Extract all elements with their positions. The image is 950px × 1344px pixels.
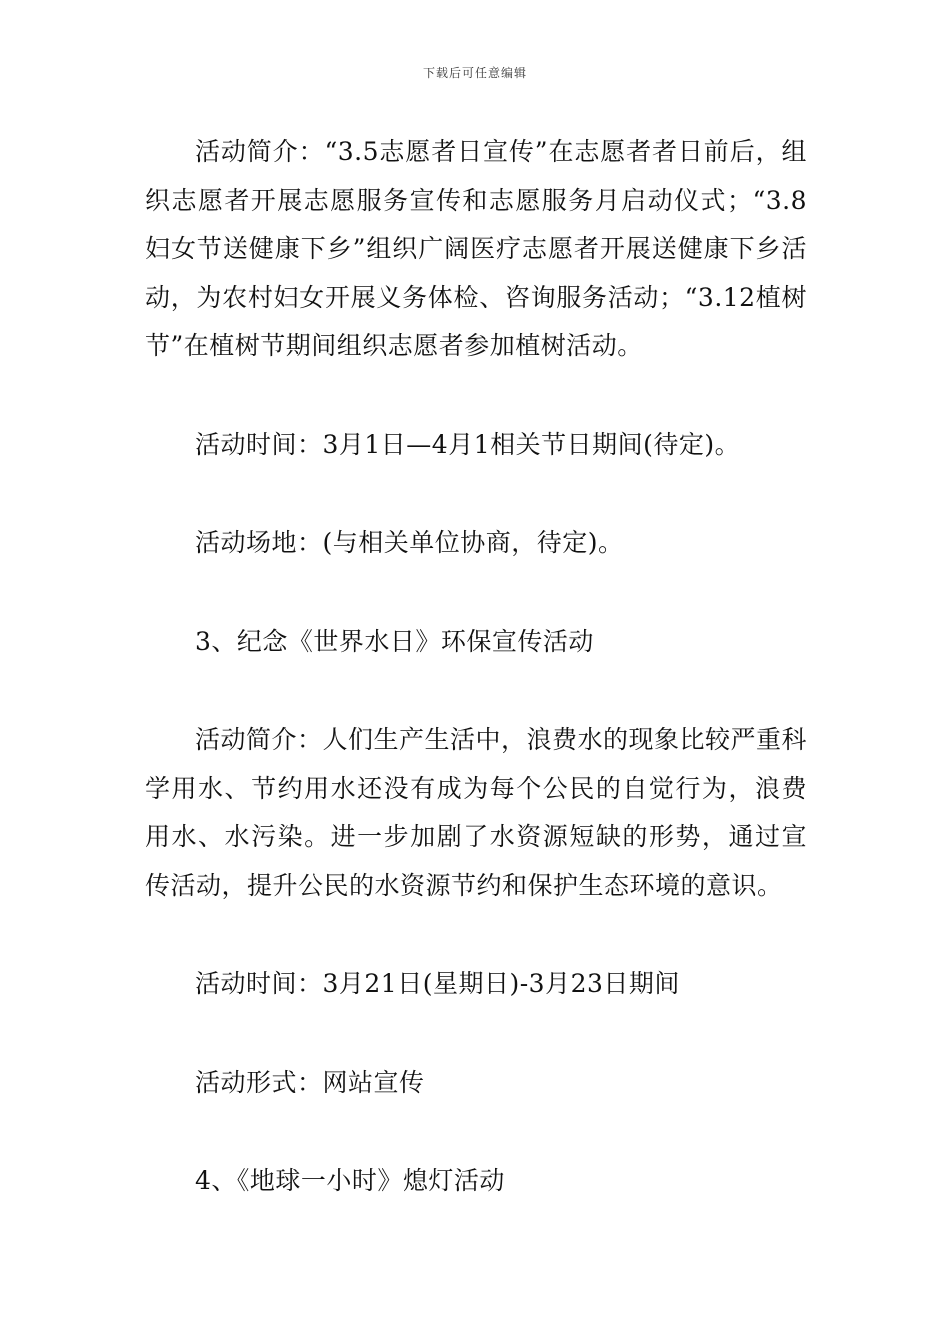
paragraph-activity-venue: 活动场地：(与相关单位协商，待定)。 [195, 528, 624, 557]
paragraph-volunteer-intro: 活动简介：“3.5志愿者日宣传”在志愿者者日前后，组织志愿者开展志愿服务宣传和志愿服务月启动仪式；“3.8妇女节送健康下乡”组织广阔医疗志愿者开展送健康下乡活动，为农村妇女开展义务体检、咨询服务活动；“3.12植树节”在植树节期间组织志愿者参加植树活动。 [145, 137, 807, 360]
paragraph-water-intro: 活动简介：人们生产生活中，浪费水的现象比较严重科学用水、节约用水还没有成为每个公民的自觉行为，浪费用水、水污染。进一步加剧了水资源短缺的形势，通过宣传活动，提升公民的水资源节约和保护生态环境的意识。 [145, 725, 808, 900]
section-heading-earth-hour: 4、《地球一小时》熄灯活动 [195, 1166, 505, 1195]
section-heading-world-water-day: 3、纪念《世界水日》环保宣传活动 [195, 626, 594, 656]
paragraph-water-format: 活动形式：网站宣传 [195, 1067, 425, 1097]
document-body [145, 128, 807, 1206]
paragraph-water-time: 活动时间：3月21日(星期日)-3月23日期间 [195, 969, 680, 998]
page-header: 下载后可任意编辑 [422, 66, 527, 80]
paragraph-activity-time: 活动时间：3月1日—4月1相关节日期间(待定)。 [195, 429, 741, 459]
